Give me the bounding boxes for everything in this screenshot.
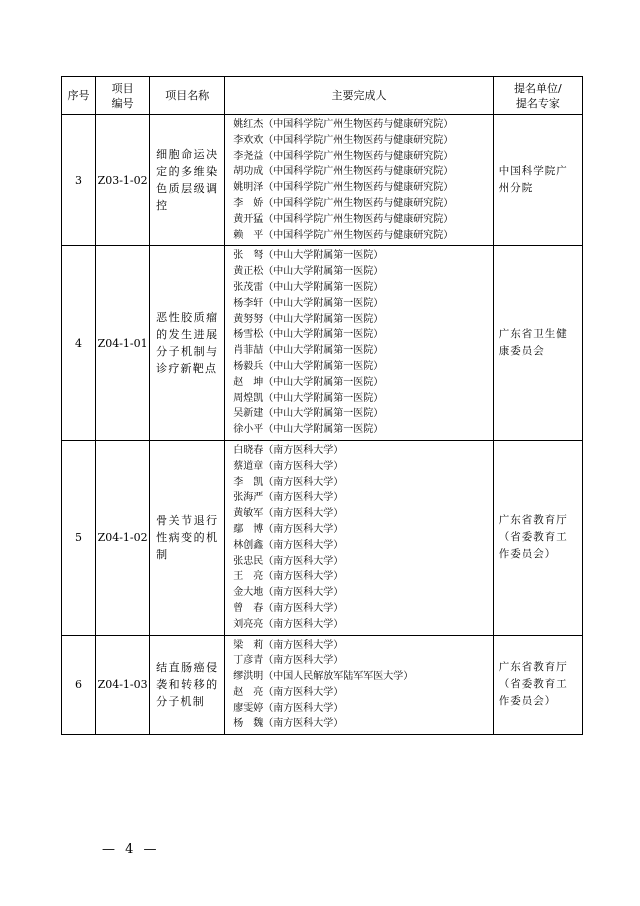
- page-number: — 4 —: [102, 842, 160, 857]
- header-code-line2: 编号: [111, 96, 134, 110]
- completer-entry: 杨 魏（南方医科大学）: [233, 718, 344, 730]
- completer-entry: 李 娇（中国科学院广州生物医药与健康研究院）: [233, 197, 454, 209]
- completer-entry: 赵 坤（中山大学附属第一医院）: [233, 376, 384, 388]
- project-code: Z04-1-03: [96, 635, 150, 735]
- table-row: [62, 635, 583, 735]
- completer-entry: 姚明泽（中国科学院广州生物医药与健康研究院）: [233, 182, 454, 194]
- project-name: 骨关节退行性病变的机制: [150, 440, 225, 635]
- project-table: [61, 76, 583, 735]
- completer-entry: 杨李轩（中山大学附属第一医院）: [233, 297, 384, 309]
- table-row: [62, 246, 583, 441]
- completer-entry: 赖 平（中国科学院广州生物医药与健康研究院）: [233, 229, 454, 241]
- nominator: 中国科学院广州分院: [493, 115, 582, 246]
- project-code: Z04-1-01: [96, 246, 150, 441]
- completers-list: [225, 635, 494, 735]
- header-code: [96, 77, 150, 115]
- completer-entry: 丁彦青（南方医科大学）: [233, 655, 344, 667]
- nominator: 广东省卫生健康委员会: [493, 246, 582, 441]
- nominator: 广东省教育厅（省委教育工作委员会）: [493, 440, 582, 635]
- completer-entry: 徐小平（中山大学附属第一医院）: [233, 424, 384, 436]
- completer-entry: 黄努努（中山大学附属第一医院）: [233, 313, 384, 325]
- header-index: 序号: [62, 77, 96, 115]
- completer-entry: 鄢 博（南方医科大学）: [233, 523, 344, 535]
- completer-entry: 王 亮（南方医科大学）: [233, 571, 344, 583]
- completer-entry: 金大地（南方医科大学）: [233, 587, 344, 599]
- completer-entry: 杨毅兵（中山大学附属第一医院）: [233, 360, 384, 372]
- header-code-line1: 项目: [111, 81, 134, 95]
- header-people: 主要完成人: [225, 77, 494, 115]
- header-name: 项目名称: [150, 77, 225, 115]
- row-index: 6: [62, 635, 96, 735]
- completer-entry: 曾 春（南方医科大学）: [233, 602, 344, 614]
- table-header-row: [62, 77, 583, 115]
- completer-entry: 李尧益（中国科学院广州生物医药与健康研究院）: [233, 150, 454, 162]
- completer-entry: 张忠民（南方医科大学）: [233, 555, 344, 567]
- completer-entry: 张海严（南方医科大学）: [233, 492, 344, 504]
- completers-list: [225, 115, 494, 246]
- project-name: 细胞命运决定的多维染色质层级调控: [150, 115, 225, 246]
- completers-list: [225, 246, 494, 441]
- completers-list: [225, 440, 494, 635]
- completer-entry: 白晓春（南方医科大学）: [233, 444, 344, 456]
- completer-entry: 周煌凯（中山大学附属第一医院）: [233, 392, 384, 404]
- project-name: 恶性胶质瘤的发生进展分子机制与诊疗新靶点: [150, 246, 225, 441]
- table-body: [62, 115, 583, 735]
- completer-entry: 赵 亮（南方医科大学）: [233, 686, 344, 698]
- completer-entry: 刘亮亮（南方医科大学）: [233, 618, 344, 630]
- project-code: Z04-1-02: [96, 440, 150, 635]
- completer-entry: 张茂雷（中山大学附属第一医院）: [233, 281, 384, 293]
- nominator: 广东省教育厅（省委教育工作委员会）: [493, 635, 582, 735]
- completer-entry: 黄敏军（南方医科大学）: [233, 508, 344, 520]
- completer-entry: 杨雪松（中山大学附属第一医院）: [233, 329, 384, 341]
- project-name: 结直肠癌侵袭和转移的分子机制: [150, 635, 225, 735]
- completer-entry: 黄正松（中山大学附属第一医院）: [233, 266, 384, 278]
- completer-entry: 姚红杰（中国科学院广州生物医药与健康研究院）: [233, 119, 454, 130]
- completer-entry: 林创鑫（南方医科大学）: [233, 539, 344, 551]
- completer-entry: 黄开猛（中国科学院广州生物医药与健康研究院）: [233, 213, 454, 225]
- table-row: [62, 115, 583, 246]
- completer-entry: 李 凯（南方医科大学）: [233, 476, 344, 488]
- completer-entry: 蔡道章（南方医科大学）: [233, 460, 344, 472]
- completer-entry: 李欢欢（中国科学院广州生物医药与健康研究院）: [233, 134, 454, 146]
- header-nominator-line1: 提名单位/: [514, 81, 562, 95]
- table-row: [62, 440, 583, 635]
- completer-entry: 缪洪明（中国人民解放军陆军军医大学）: [233, 671, 414, 683]
- header-nominator: [493, 77, 582, 115]
- completer-entry: 廖雯婷（南方医科大学）: [233, 702, 344, 714]
- completer-entry: 张 弩（中山大学附属第一医院）: [233, 250, 384, 262]
- row-index: 4: [62, 246, 96, 441]
- completer-entry: 肖菲喆（中山大学附属第一医院）: [233, 345, 384, 357]
- completer-entry: 胡功成（中国科学院广州生物医药与健康研究院）: [233, 166, 454, 178]
- row-index: 3: [62, 115, 96, 246]
- completer-entry: 吴新建（中山大学附属第一医院）: [233, 408, 384, 420]
- header-nominator-line2: 提名专家: [515, 96, 560, 110]
- project-code: Z03-1-02: [96, 115, 150, 246]
- row-index: 5: [62, 440, 96, 635]
- completer-entry: 梁 莉（南方医科大学）: [233, 639, 344, 651]
